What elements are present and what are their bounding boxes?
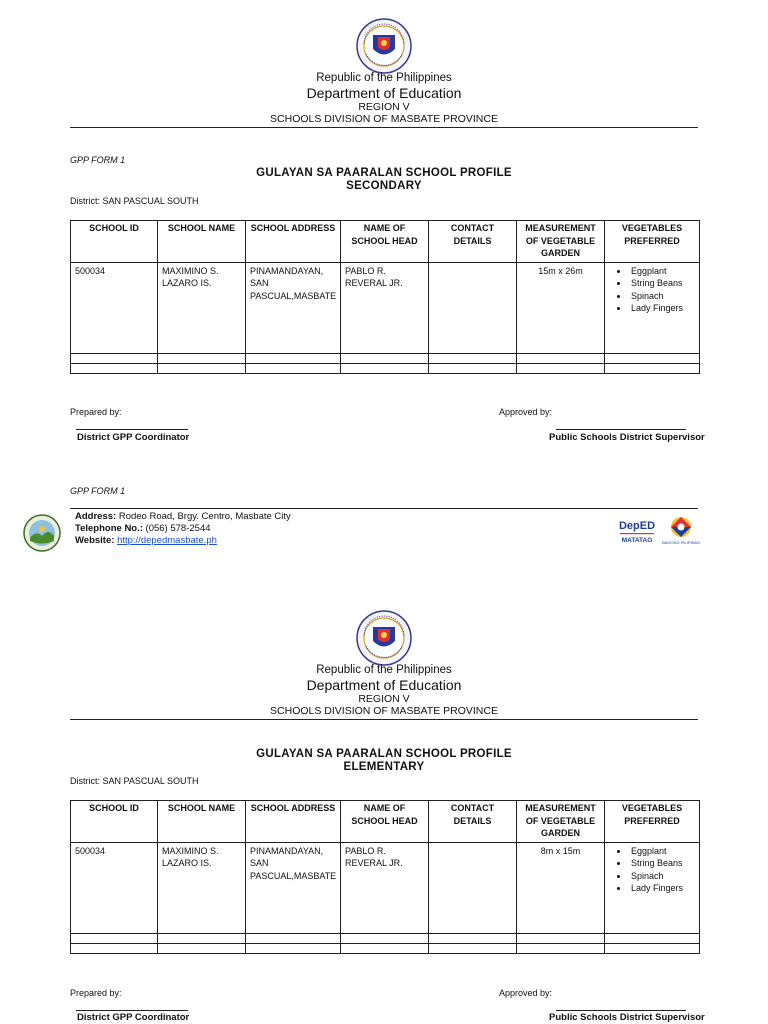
- contact-cell: [429, 842, 517, 933]
- department-heading: Department of Education: [306, 85, 462, 101]
- school-address-cell: PINAMANDAYAN, SAN PASCUAL,MASBATE: [246, 842, 341, 933]
- approved-by-label: Approved by:: [499, 407, 553, 417]
- blank-row: [71, 353, 700, 363]
- list-item: • Spinach: [629, 870, 695, 883]
- school-profile-table: [70, 220, 700, 374]
- col-header: CONTACT DETAILS: [429, 221, 517, 263]
- list-item: • String Beans: [629, 277, 695, 290]
- table-row: [71, 842, 700, 933]
- division-heading: SCHOOLS DIVISION OF MASBATE PROVINCE: [270, 113, 498, 125]
- list-item: • Lady Fingers: [629, 302, 695, 315]
- col-header: MEASUREMENT OF VEGETABLE GARDEN: [517, 221, 605, 263]
- school-name-cell: MAXIMINO S. LAZARO IS.: [158, 262, 246, 353]
- col-header: MEASUREMENT OF VEGETABLE GARDEN: [517, 801, 605, 843]
- website-label: Website:: [75, 535, 115, 546]
- prepared-by-label: Prepared by:: [70, 988, 122, 998]
- list-item: • Spinach: [629, 290, 695, 303]
- measurement-cell: 8m x 15m: [517, 842, 605, 933]
- matatag-text: MATATAG: [621, 537, 653, 544]
- approved-signature-line: [556, 1010, 686, 1011]
- division-heading: SCHOOLS DIVISION OF MASBATE PROVINCE: [270, 705, 498, 717]
- deped-seal-icon: [356, 610, 412, 666]
- department-heading: Department of Education: [306, 677, 462, 693]
- list-item: • Eggplant: [629, 845, 695, 858]
- blank-row: [71, 933, 700, 943]
- table-row: [71, 262, 700, 353]
- deped-seal-icon: [356, 18, 412, 74]
- phone-label: Telephone No.:: [75, 523, 143, 534]
- table-header-row: [71, 801, 700, 843]
- form-title: GULAYAN SA PAARALAN SCHOOL PROFILE: [256, 748, 512, 760]
- table-header-row: [71, 221, 700, 263]
- school-profile-table: [70, 800, 700, 954]
- measurement-cell: 15m x 26m: [517, 262, 605, 353]
- approved-signature-line: [556, 429, 686, 430]
- form-title: GULAYAN SA PAARALAN SCHOOL PROFILE: [256, 167, 512, 179]
- form-code: GPP FORM 1: [70, 155, 126, 165]
- deped-logo-text: DepED: [618, 520, 656, 532]
- bagong-pilipinas-text: BAGONG PILIPINAS: [662, 540, 700, 545]
- blank-row: [71, 363, 700, 373]
- list-item: • Lady Fingers: [629, 882, 695, 895]
- school-head-cell: PABLO R. REVERAL JR.: [341, 842, 429, 933]
- vegetables-cell: [605, 262, 700, 353]
- prepared-name: District GPP Coordinator: [77, 1012, 190, 1023]
- col-header: NAME OF SCHOOL HEAD: [341, 221, 429, 263]
- col-header: SCHOOL ID: [71, 801, 158, 843]
- col-header: SCHOOL NAME: [158, 221, 246, 263]
- prepared-name: District GPP Coordinator: [77, 432, 190, 443]
- contact-cell: [429, 262, 517, 353]
- school-id-cell: 500034: [71, 842, 158, 933]
- approved-name: Public Schools District Supervisor: [549, 1012, 705, 1023]
- col-header: CONTACT DETAILS: [429, 801, 517, 843]
- col-header: SCHOOL NAME: [158, 801, 246, 843]
- header-divider: [70, 719, 698, 720]
- blank-row: [71, 943, 700, 953]
- region-heading: REGION V: [358, 101, 410, 113]
- col-header: VEGETABLES PREFERRED: [605, 221, 700, 263]
- district-label: District: SAN PASCUAL SOUTH: [70, 196, 199, 206]
- header-divider: [70, 127, 698, 128]
- list-item: • String Beans: [629, 857, 695, 870]
- website-link[interactable]: http://depedmasbate.ph: [117, 535, 217, 546]
- region-heading: REGION V: [358, 693, 410, 705]
- republic-heading: Republic of the Philippines: [316, 664, 452, 676]
- approved-name: Public Schools District Supervisor: [549, 432, 705, 443]
- form-code-footer: GPP FORM 1: [70, 486, 126, 496]
- col-header: SCHOOL ADDRESS: [246, 801, 341, 843]
- approved-by-label: Approved by:: [499, 988, 553, 998]
- col-header: SCHOOL ID: [71, 221, 158, 263]
- prepared-signature-line: [76, 429, 188, 430]
- school-id-cell: 500034: [71, 262, 158, 353]
- form-level: ELEMENTARY: [343, 761, 425, 773]
- school-head-cell: PABLO R. REVERAL JR.: [341, 262, 429, 353]
- footer-divider: [70, 508, 698, 509]
- phone-value: (056) 578-2544: [145, 523, 211, 534]
- school-address-cell: PINAMANDAYAN, SAN PASCUAL,MASBATE: [246, 262, 341, 353]
- vegetables-cell: [605, 842, 700, 933]
- col-header: VEGETABLES PREFERRED: [605, 801, 700, 843]
- masbate-division-logo-icon: [22, 514, 62, 552]
- vegetables-list: [609, 845, 695, 895]
- address-label: Address:: [75, 511, 117, 522]
- list-item: • Eggplant: [629, 265, 695, 278]
- school-name-cell: MAXIMINO S. LAZARO IS.: [158, 842, 246, 933]
- prepared-by-label: Prepared by:: [70, 407, 122, 417]
- bagong-pilipinas-logo-icon: [662, 514, 700, 546]
- footer-contact: [75, 511, 291, 547]
- form-level: SECONDARY: [346, 180, 422, 192]
- col-header: NAME OF SCHOOL HEAD: [341, 801, 429, 843]
- address-value: Rodeo Road, Brgy. Centro, Masbate City: [118, 511, 291, 522]
- col-header: SCHOOL ADDRESS: [246, 221, 341, 263]
- deped-matatag-logo-icon: [616, 514, 658, 546]
- vegetables-list: [609, 265, 695, 315]
- prepared-signature-line: [76, 1010, 188, 1011]
- republic-heading: Republic of the Philippines: [316, 72, 452, 84]
- district-label: District: SAN PASCUAL SOUTH: [70, 776, 199, 786]
